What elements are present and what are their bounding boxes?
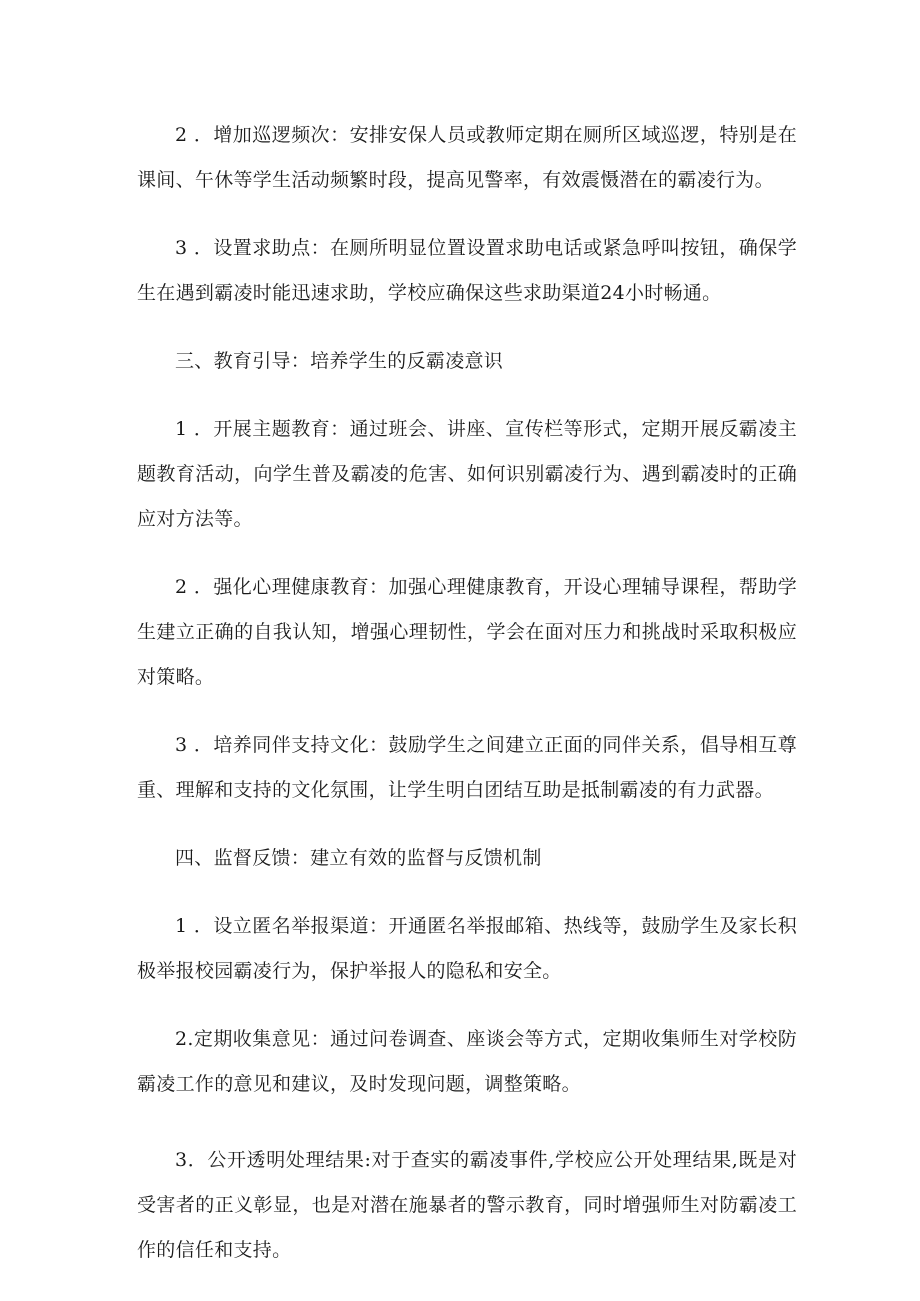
paragraph-public-results: 3．公开透明处理结果:对于查实的霸凌事件,学校应公开处理结果,既是对受害者的正义彰显，也是对潜在施暴者的警示教育，同时增强师生对防霸凌工作的信任和支持。 (137, 1149, 797, 1261)
paragraph-patrol-frequency: 2 ．增加巡逻频次：安排安保人员或教师定期在厕所区域巡逻，特别是在课间、午休等学生活动频繁时段，提高见警率，有效震慑潜在的霸凌行为。 (137, 124, 797, 191)
document-body (137, 113, 797, 1296)
paragraph-collect-feedback: 2.定期收集意见：通过问卷调查、座谈会等方式，定期收集师生对学校防霸凌工作的意见和建议，及时发现问题，调整策略。 (137, 1028, 797, 1095)
section-heading-education: 三、教育引导：培养学生的反霸凌意识 (175, 350, 504, 372)
paragraph-anonymous-report: 1 ．设立匿名举报渠道：开通匿名举报邮箱、热线等，鼓励学生及家长积极举报校园霸凌行为，保护举报人的隐私和安全。 (137, 915, 797, 982)
paragraph-theme-education: 1 ．开展主题教育：通过班会、讲座、宣传栏等形式，定期开展反霸凌主题教育活动，向学生普及霸凌的危害、如何识别霸凌行为、遇到霸凌时的正确应对方法等。 (137, 418, 797, 530)
paragraph-peer-support: 3 ．培养同伴支持文化：鼓励学生之间建立正面的同伴关系，倡导相互尊重、理解和支持的文化氛围，让学生明白团结互助是抵制霸凌的有力武器。 (137, 734, 797, 801)
paragraph-help-points: 3 ．设置求助点：在厕所明显位置设置求助电话或紧急呼叫按钮，确保学生在遇到霸凌时能迅速求助，学校应确保这些求助渠道24小时畅通。 (137, 237, 797, 304)
section-heading-supervision: 四、监督反馈：建立有效的监督与反馈机制 (175, 847, 542, 869)
paragraph-mental-health: 2 ．强化心理健康教育：加强心理健康教育，开设心理辅导课程，帮助学生建立正确的自我认知，增强心理韧性，学会在面对压力和挑战时采取积极应对策略。 (137, 576, 797, 688)
